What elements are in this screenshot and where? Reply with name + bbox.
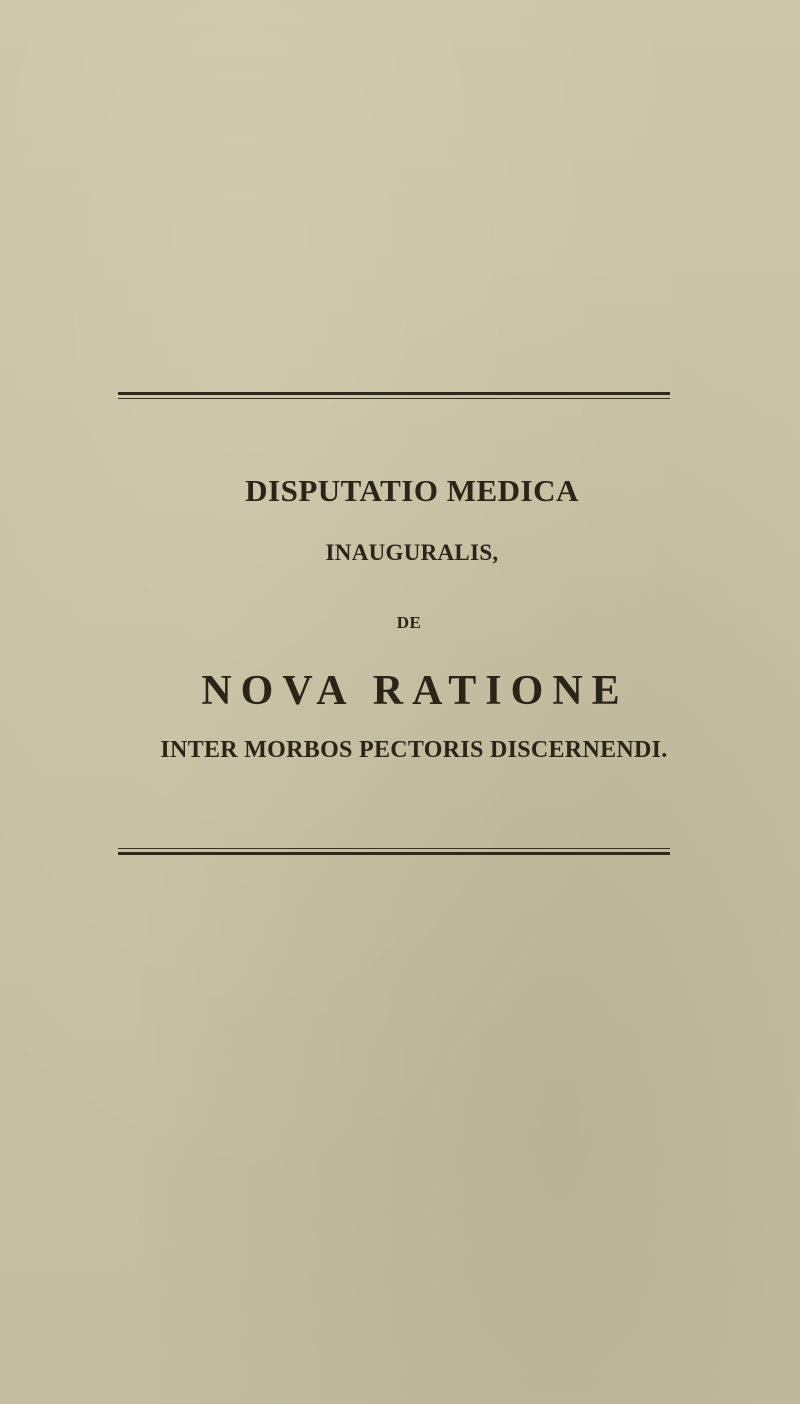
bottom-double-rule <box>118 848 670 855</box>
preposition-text: DE <box>396 613 422 632</box>
bottom-rule-thick <box>118 852 670 855</box>
top-double-rule <box>118 392 670 399</box>
subject-line: INTER MORBOS PECTORIS DISCERNENDI. <box>160 737 668 763</box>
dissertation-heading: DISPUTATIO MEDICA <box>245 473 579 508</box>
dissertation-subheading: INAUGURALIS, <box>325 540 499 565</box>
bottom-rule-thin <box>118 848 670 849</box>
top-rule-thick <box>118 392 670 395</box>
top-rule-thin <box>118 398 670 399</box>
main-title: NOVA RATIONE <box>201 668 629 714</box>
